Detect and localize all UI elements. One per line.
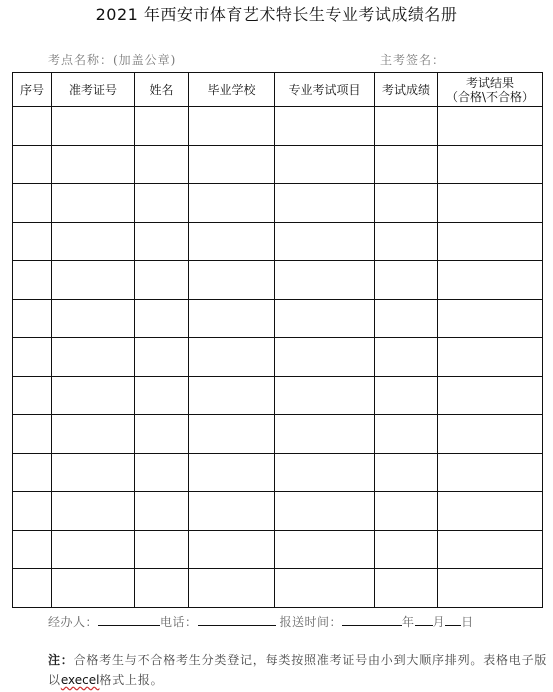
cell-admission-ticket-number[interactable] xyxy=(52,415,135,454)
cell-exam-score[interactable] xyxy=(375,569,438,608)
cell-name[interactable] xyxy=(135,492,189,531)
cell-exam-result[interactable] xyxy=(438,569,543,608)
cell-serial-number[interactable] xyxy=(13,530,52,569)
table-row xyxy=(13,261,543,300)
footnote-file-format: execel xyxy=(60,673,100,687)
cell-name[interactable] xyxy=(135,222,189,261)
signature-row xyxy=(48,612,548,632)
cell-exam-result[interactable] xyxy=(438,299,543,338)
header-admission-ticket-number: 准考证号 xyxy=(52,73,135,107)
cell-exam-result[interactable] xyxy=(438,453,543,492)
cell-serial-number[interactable] xyxy=(13,184,52,223)
table-row xyxy=(13,569,543,608)
cell-admission-ticket-number[interactable] xyxy=(52,299,135,338)
cell-exam-item[interactable] xyxy=(275,453,375,492)
cell-exam-score[interactable] xyxy=(375,338,438,377)
examiner-signature-label: 主考签名： xyxy=(380,53,446,67)
cell-serial-number[interactable] xyxy=(13,261,52,300)
footnote-text: 合格考生与不合格考生分类登记，每类按照准考证号由小到大顺序排列。表格电子版以 xyxy=(48,653,548,687)
cell-exam-score[interactable] xyxy=(375,222,438,261)
page-title: 2021 年西安市体育艺术特长生专业考试成绩名册 xyxy=(95,5,458,24)
footnote-label: 注： xyxy=(48,653,74,667)
cell-exam-score[interactable] xyxy=(375,261,438,300)
cell-exam-score[interactable] xyxy=(375,530,438,569)
header-serial-number: 序号 xyxy=(13,73,52,107)
cell-exam-item[interactable] xyxy=(275,338,375,377)
header-graduated-school: 毕业学校 xyxy=(189,73,275,107)
cell-exam-item[interactable] xyxy=(275,222,375,261)
phone-blank[interactable] xyxy=(198,612,276,626)
table-row xyxy=(13,376,543,415)
cell-name[interactable] xyxy=(135,530,189,569)
cell-exam-score[interactable] xyxy=(375,107,438,146)
table-row xyxy=(13,492,543,531)
cell-exam-result[interactable] xyxy=(438,107,543,146)
cell-graduated-school[interactable] xyxy=(189,530,275,569)
table-body xyxy=(13,107,543,608)
cell-graduated-school[interactable] xyxy=(189,184,275,223)
cell-name[interactable] xyxy=(135,453,189,492)
cell-admission-ticket-number[interactable] xyxy=(52,261,135,300)
cell-exam-item[interactable] xyxy=(275,415,375,454)
phone-label: 电话： xyxy=(160,615,198,629)
table-header-row xyxy=(13,73,543,107)
cell-name[interactable] xyxy=(135,261,189,300)
submit-time-label: 报送时间： xyxy=(279,615,343,629)
table-row xyxy=(13,145,543,184)
cell-exam-result[interactable] xyxy=(438,415,543,454)
cell-graduated-school[interactable] xyxy=(189,222,275,261)
cell-admission-ticket-number[interactable] xyxy=(52,530,135,569)
cell-exam-score[interactable] xyxy=(375,184,438,223)
year-blank[interactable] xyxy=(342,612,402,626)
table-row xyxy=(13,107,543,146)
cell-exam-result[interactable] xyxy=(438,222,543,261)
table-row xyxy=(13,415,543,454)
cell-graduated-school[interactable] xyxy=(189,338,275,377)
cell-exam-item[interactable] xyxy=(275,299,375,338)
day-label: 日 xyxy=(461,615,474,629)
cell-exam-result[interactable] xyxy=(438,492,543,531)
cell-name[interactable] xyxy=(135,415,189,454)
table-row xyxy=(13,299,543,338)
handler-label: 经办人： xyxy=(48,615,99,629)
cell-exam-score[interactable] xyxy=(375,453,438,492)
cell-serial-number[interactable] xyxy=(13,222,52,261)
header-exam-item: 专业考试项目 xyxy=(275,73,375,107)
footnote xyxy=(48,650,548,690)
cell-name[interactable] xyxy=(135,184,189,223)
cell-serial-number[interactable] xyxy=(13,376,52,415)
footnote-text-end: 格式上报。 xyxy=(99,673,164,687)
cell-graduated-school[interactable] xyxy=(189,415,275,454)
cell-admission-ticket-number[interactable] xyxy=(52,222,135,261)
cell-exam-item[interactable] xyxy=(275,145,375,184)
month-label: 月 xyxy=(432,615,446,629)
cell-exam-result[interactable] xyxy=(438,145,543,184)
cell-serial-number[interactable] xyxy=(13,453,52,492)
cell-graduated-school[interactable] xyxy=(189,107,275,146)
month-blank[interactable] xyxy=(415,612,433,626)
cell-serial-number[interactable] xyxy=(13,338,52,377)
cell-graduated-school[interactable] xyxy=(189,492,275,531)
cell-serial-number[interactable] xyxy=(13,145,52,184)
cell-graduated-school[interactable] xyxy=(189,299,275,338)
cell-exam-result[interactable] xyxy=(438,376,543,415)
cell-exam-result[interactable] xyxy=(438,184,543,223)
cell-name[interactable] xyxy=(135,299,189,338)
cell-exam-item[interactable] xyxy=(275,376,375,415)
cell-exam-item[interactable] xyxy=(275,184,375,223)
cell-exam-score[interactable] xyxy=(375,376,438,415)
header-exam-score: 考试成绩 xyxy=(375,73,438,107)
cell-exam-score[interactable] xyxy=(375,299,438,338)
cell-exam-item[interactable] xyxy=(275,569,375,608)
cell-admission-ticket-number[interactable] xyxy=(52,338,135,377)
cell-exam-result[interactable] xyxy=(438,530,543,569)
table-row xyxy=(13,453,543,492)
cell-graduated-school[interactable] xyxy=(189,569,275,608)
header-exam-result-label: 考试结果 xyxy=(465,75,514,90)
day-blank[interactable] xyxy=(445,612,461,626)
cell-serial-number[interactable] xyxy=(13,107,52,146)
cell-exam-result[interactable] xyxy=(438,261,543,300)
cell-exam-item[interactable] xyxy=(275,492,375,531)
cell-name[interactable] xyxy=(135,376,189,415)
header-exam-result-sublabel: （合格\不合格） xyxy=(445,89,535,104)
cell-admission-ticket-number[interactable] xyxy=(52,145,135,184)
table-row xyxy=(13,530,543,569)
cell-graduated-school[interactable] xyxy=(189,453,275,492)
cell-graduated-school[interactable] xyxy=(189,145,275,184)
cell-name[interactable] xyxy=(135,107,189,146)
table-row xyxy=(13,222,543,261)
cell-admission-ticket-number[interactable] xyxy=(52,453,135,492)
cell-graduated-school[interactable] xyxy=(189,261,275,300)
year-label: 年 xyxy=(402,615,415,629)
cell-name[interactable] xyxy=(135,569,189,608)
exam-site-label: 考点名称：(加盖公章) xyxy=(48,53,177,67)
cell-exam-score[interactable] xyxy=(375,415,438,454)
score-roster-table xyxy=(12,72,543,608)
table-row xyxy=(13,338,543,377)
cell-exam-score[interactable] xyxy=(375,145,438,184)
cell-serial-number[interactable] xyxy=(13,415,52,454)
header-meta-row xyxy=(0,51,553,69)
cell-serial-number[interactable] xyxy=(13,492,52,531)
cell-exam-item[interactable] xyxy=(275,261,375,300)
cell-name[interactable] xyxy=(135,338,189,377)
cell-admission-ticket-number[interactable] xyxy=(52,184,135,223)
cell-exam-item[interactable] xyxy=(275,107,375,146)
cell-admission-ticket-number[interactable] xyxy=(52,107,135,146)
cell-exam-score[interactable] xyxy=(375,492,438,531)
header-exam-result xyxy=(438,73,543,107)
header-name: 姓名 xyxy=(135,73,189,107)
handler-blank[interactable] xyxy=(98,612,160,626)
cell-exam-item[interactable] xyxy=(275,530,375,569)
cell-admission-ticket-number[interactable] xyxy=(52,376,135,415)
cell-name[interactable] xyxy=(135,145,189,184)
cell-graduated-school[interactable] xyxy=(189,376,275,415)
cell-serial-number[interactable] xyxy=(13,299,52,338)
cell-serial-number[interactable] xyxy=(13,569,52,608)
cell-admission-ticket-number[interactable] xyxy=(52,492,135,531)
table-row xyxy=(13,184,543,223)
cell-admission-ticket-number[interactable] xyxy=(52,569,135,608)
cell-exam-result[interactable] xyxy=(438,338,543,377)
